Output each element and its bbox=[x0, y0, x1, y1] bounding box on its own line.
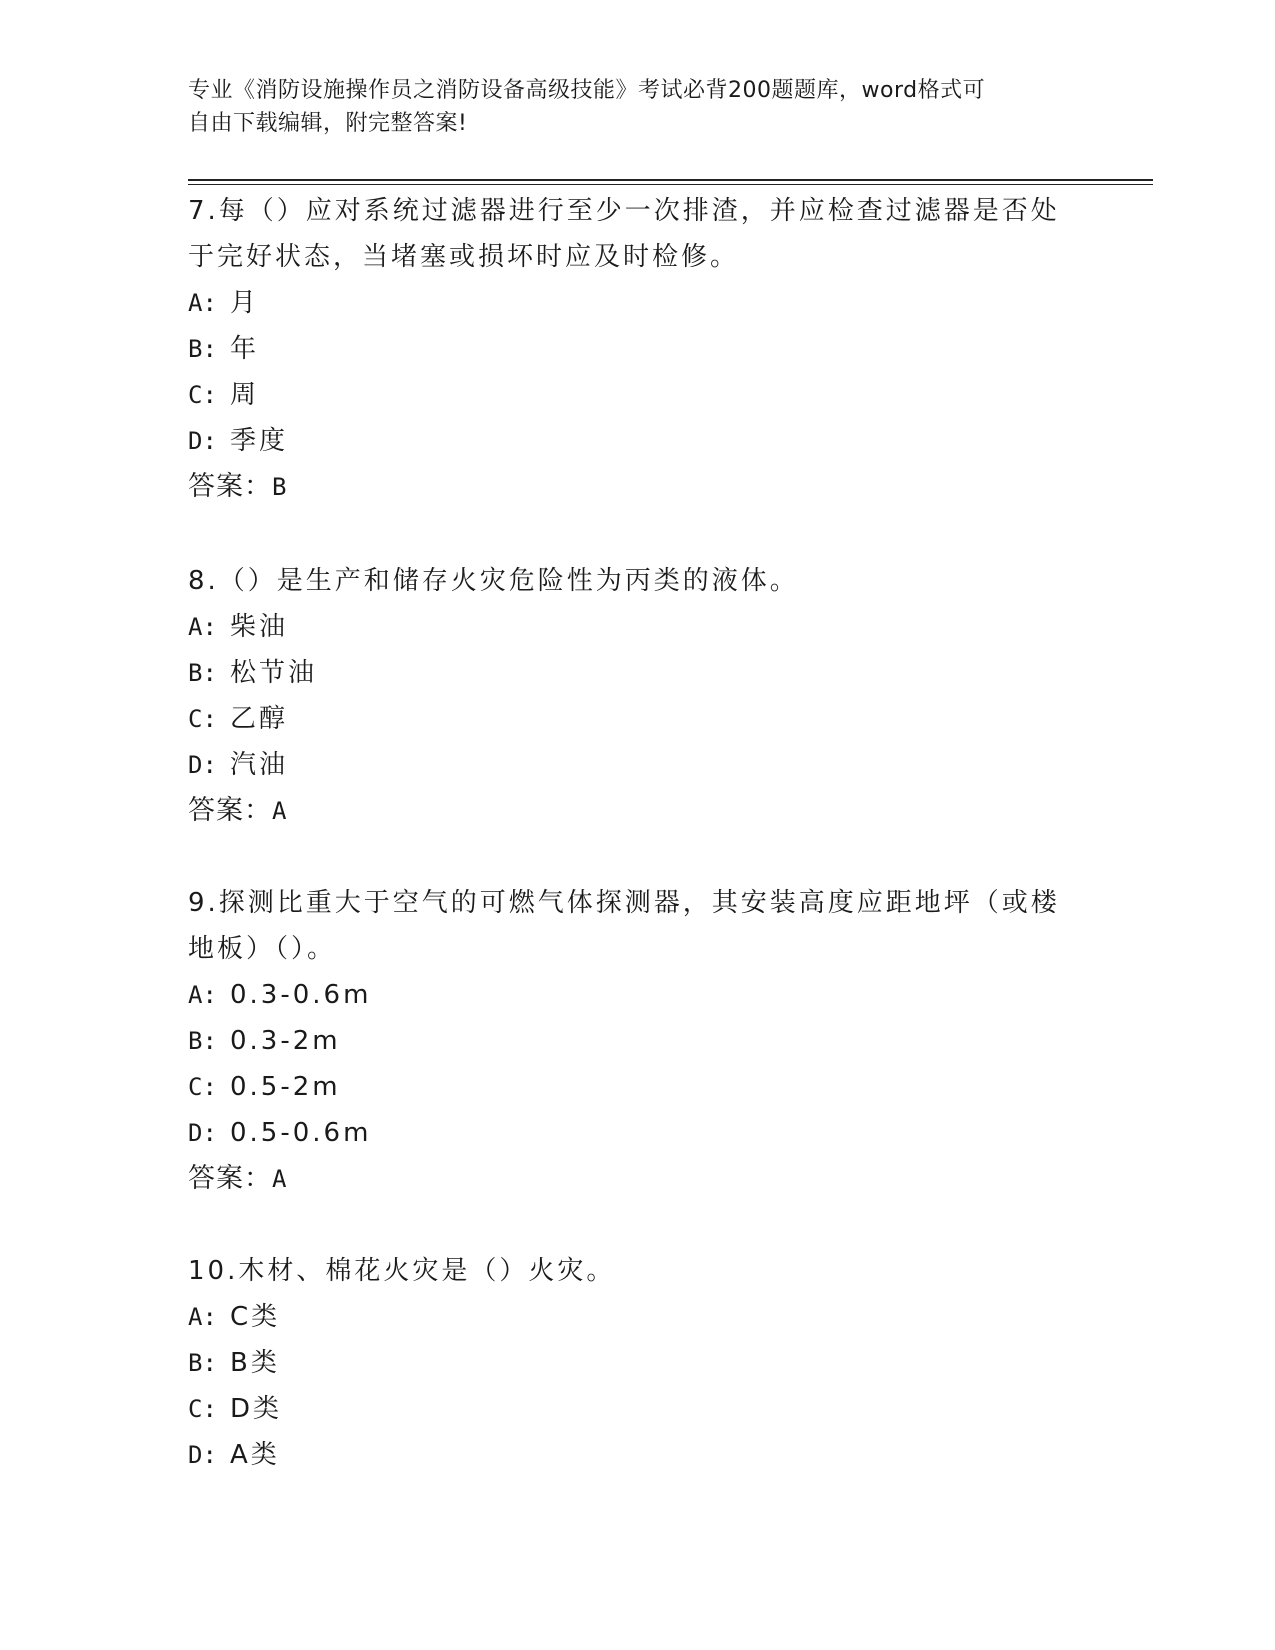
option-text: B类 bbox=[230, 1348, 280, 1378]
option-a bbox=[188, 1294, 1088, 1340]
option-c bbox=[188, 1386, 1088, 1432]
option-text: 0.3-0.6m bbox=[230, 980, 372, 1010]
option-label: D: bbox=[188, 427, 217, 455]
question-10 bbox=[188, 1248, 1088, 1478]
option-text: C类 bbox=[230, 1302, 281, 1332]
option-b bbox=[188, 650, 1088, 696]
option-d bbox=[188, 742, 1088, 788]
option-label: B: bbox=[188, 1349, 217, 1377]
answer-label: 答案： bbox=[188, 471, 272, 502]
question-8 bbox=[188, 558, 1088, 834]
option-label: A: bbox=[188, 1303, 217, 1331]
answer-value: B bbox=[272, 473, 288, 501]
option-label: C: bbox=[188, 705, 217, 733]
option-text: 汽油 bbox=[230, 750, 289, 780]
option-b bbox=[188, 1340, 1088, 1386]
option-label: A: bbox=[188, 613, 217, 641]
option-label: C: bbox=[188, 1395, 217, 1423]
question-stem-line-2: 地板）（）。 bbox=[188, 934, 337, 964]
question-stem-line-1: 8.（）是生产和储存火灾危险性为丙类的液体。 bbox=[188, 566, 799, 596]
option-text: 季度 bbox=[230, 426, 289, 456]
option-label: B: bbox=[188, 1027, 217, 1055]
option-label: B: bbox=[188, 335, 217, 363]
answer bbox=[188, 788, 1088, 834]
option-text: 月 bbox=[230, 288, 260, 318]
option-label: C: bbox=[188, 381, 217, 409]
option-text: 乙醇 bbox=[230, 704, 289, 734]
option-text: A类 bbox=[230, 1440, 280, 1470]
option-label: D: bbox=[188, 1441, 217, 1469]
answer-label: 答案： bbox=[188, 795, 272, 826]
option-c bbox=[188, 696, 1088, 742]
document-header bbox=[188, 74, 1068, 140]
option-text: 周 bbox=[230, 380, 260, 410]
answer bbox=[188, 464, 1088, 510]
option-a bbox=[188, 604, 1088, 650]
option-text: 0.5-2m bbox=[230, 1072, 341, 1102]
answer-value: A bbox=[272, 797, 288, 825]
option-label: D: bbox=[188, 1119, 217, 1147]
option-c bbox=[188, 1064, 1088, 1110]
option-text: 0.3-2m bbox=[230, 1026, 341, 1056]
option-text: D类 bbox=[230, 1394, 283, 1424]
header-divider-thick bbox=[188, 179, 1153, 181]
question-7 bbox=[188, 188, 1088, 510]
option-d bbox=[188, 1110, 1088, 1156]
option-label: D: bbox=[188, 751, 217, 779]
answer bbox=[188, 1156, 1088, 1202]
question-stem-line-1: 7.每（）应对系统过滤器进行至少一次排渣，并应检查过滤器是否处 bbox=[188, 196, 1060, 226]
option-text: 0.5-0.6m bbox=[230, 1118, 372, 1148]
answer-label: 答案： bbox=[188, 1163, 272, 1194]
option-label: A: bbox=[188, 981, 217, 1009]
option-b bbox=[188, 1018, 1088, 1064]
option-label: B: bbox=[188, 659, 217, 687]
question-stem-line-1: 9.探测比重大于空气的可燃气体探测器，其安装高度应距地坪（或楼 bbox=[188, 888, 1060, 918]
option-d bbox=[188, 1432, 1088, 1478]
option-d bbox=[188, 418, 1088, 464]
option-a bbox=[188, 972, 1088, 1018]
question-stem-line-1: 10.木材、棉花火灾是（）火灾。 bbox=[188, 1256, 616, 1286]
option-label: A: bbox=[188, 289, 217, 317]
option-text: 年 bbox=[230, 334, 260, 364]
option-a bbox=[188, 280, 1088, 326]
option-label: C: bbox=[188, 1073, 217, 1101]
header-divider-thin bbox=[188, 184, 1153, 185]
header-line-1: 专业《消防设施操作员之消防设备高级技能》考试必背200题题库，word格式可 bbox=[188, 78, 986, 103]
option-text: 柴油 bbox=[230, 612, 289, 642]
header-line-2: 自由下载编辑，附完整答案! bbox=[188, 111, 468, 136]
question-stem-line-2: 于完好状态，当堵塞或损坏时应及时检修。 bbox=[188, 242, 740, 272]
option-text: 松节油 bbox=[230, 658, 318, 688]
question-9 bbox=[188, 880, 1088, 1202]
answer-value: A bbox=[272, 1165, 288, 1193]
option-b bbox=[188, 326, 1088, 372]
option-c bbox=[188, 372, 1088, 418]
